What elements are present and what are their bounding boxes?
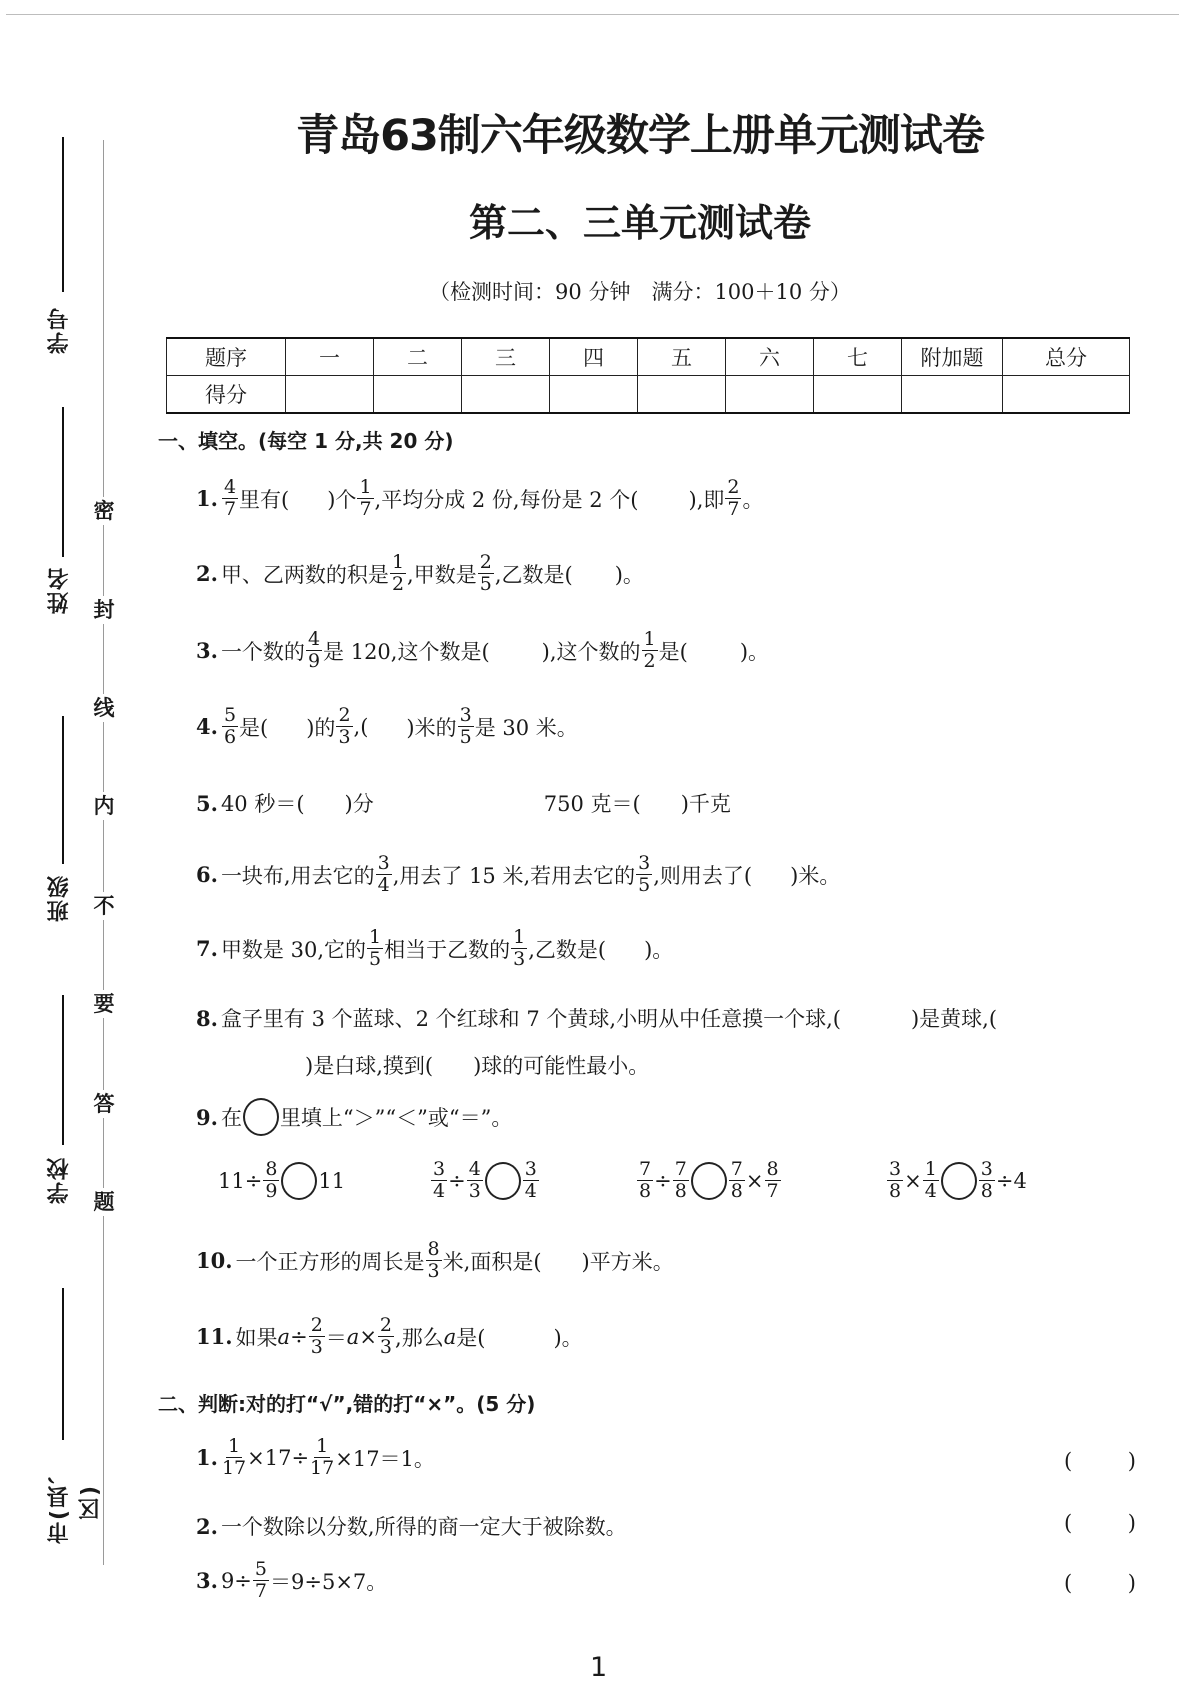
fraction: $\frac{2}{3}$ <box>338 704 351 748</box>
compare-item-3: $\frac{7}{8}$ ÷ $\frac{7}{8}$ $\frac{7}{8}$ × $\frac{8}{7}$ <box>639 1158 779 1202</box>
fraction: $\frac{1}{5}$ <box>369 926 382 970</box>
seal-char: 封 <box>90 596 118 624</box>
score-cell[interactable] <box>638 376 726 414</box>
question-number: 2. <box>196 561 218 586</box>
compare-circle[interactable] <box>691 1162 727 1200</box>
header-cell: 六 <box>726 338 814 376</box>
question-1-5: 5. 40 秒＝( )分 750 克＝( )千克 <box>196 790 731 816</box>
score-cell[interactable] <box>286 376 374 414</box>
fraction: $\frac{3}{4}$ <box>433 1158 446 1202</box>
question-2-3: 3. 9÷ $\frac{5}{7}$ ＝9÷5×7。 <box>196 1558 388 1602</box>
score-cell[interactable] <box>550 376 638 414</box>
header-cell: 三 <box>462 338 550 376</box>
fraction: $\frac{7}{8}$ <box>674 1158 687 1202</box>
question-1-8: 8. 盒子里有 3 个蓝球、2 个红球和 7 个黄球,小明从中任意摸一个球,( )是黄球,( <box>196 1005 998 1031</box>
fraction: $\frac{1}{2}$ <box>391 551 405 595</box>
score-table-header-row <box>167 338 1130 376</box>
fraction: $\frac{4}{3}$ <box>468 1158 481 1202</box>
question-2-2: 2. 一个数除以分数,所得的商一定大于被除数。 <box>196 1513 627 1539</box>
compare-circle[interactable] <box>485 1162 521 1200</box>
header-cell: 总分 <box>1003 338 1130 376</box>
section-2-heading: 二、判断:对的打“√”,错的打“×”。(5 分) <box>158 1392 536 1416</box>
score-table-score-row <box>167 376 1130 414</box>
header-cell: 七 <box>814 338 902 376</box>
compare-circle[interactable] <box>281 1162 317 1200</box>
header-cell: 附加题 <box>902 338 1003 376</box>
header-cell: 二 <box>374 338 462 376</box>
fraction: $\frac{4}{9}$ <box>307 628 321 672</box>
question-number: 3. <box>196 638 218 663</box>
compare-circle[interactable] <box>941 1162 977 1200</box>
header-cell: 题序 <box>167 338 286 376</box>
header-cell: 五 <box>638 338 726 376</box>
student-id-label: 学号 <box>47 306 72 354</box>
question-1-11: 11. 如果 a ÷ $\frac{2}{3}$ ＝ a × $\frac{2}{3}$ ,那么 a 是( )。 <box>196 1314 583 1358</box>
question-number: 4. <box>196 714 218 739</box>
seal-char: 内 <box>90 792 118 820</box>
fraction: $\frac{1}{7}$ <box>359 476 372 520</box>
question-1-1: 1. $\frac{4}{7}$ 里有( )个 $\frac{1}{7}$ ,平均分成 2 份,每份是 2 个( ),即 $\frac{2}{7}$ 。 <box>196 476 764 520</box>
circle-icon <box>243 1098 279 1136</box>
seal-char: 题 <box>90 1188 118 1216</box>
fraction: $\frac{1}{17}$ <box>221 1435 247 1479</box>
question-number: 1. <box>196 486 218 511</box>
score-table <box>166 337 1130 414</box>
question-1-4: 4. $\frac{5}{6}$ 是( )的 $\frac{2}{3}$ ,( )米的 $\frac{3}{5}$ 是 30 米。 <box>196 704 578 748</box>
judge-answer-box[interactable]: ( ) <box>1064 1571 1136 1595</box>
question-1-9: 9. 在 里填上“＞”“＜”或“＝”。 <box>196 1098 512 1136</box>
fraction: $\frac{8}{9}$ <box>265 1158 278 1202</box>
question-number: 7. <box>196 936 218 961</box>
question-1-10: 10. 一个正方形的周长是 $\frac{8}{3}$ 米,面积是( )平方米。 <box>196 1238 674 1282</box>
question-1-2: 2. 甲、乙两数的积是 $\frac{1}{2}$ ,甲数是 $\frac{2}{5}$ ,乙数是( )。 <box>196 551 644 595</box>
question-number: 2. <box>196 1513 218 1539</box>
school-label: 学校 <box>47 1156 72 1204</box>
judge-answer-box[interactable]: ( ) <box>1064 1511 1136 1535</box>
question-1-8-line2: )是白球,摸到( )球的可能性最小。 <box>305 1054 650 1078</box>
fraction: $\frac{3}{4}$ <box>377 852 390 896</box>
header-cell: 一 <box>286 338 374 376</box>
question-number: 5. <box>196 790 218 816</box>
page-title: 青岛63制六年级数学上册单元测试卷 <box>296 111 984 161</box>
question-number: 11. <box>196 1324 233 1349</box>
class-label: 班级 <box>47 874 72 922</box>
seal-char: 密 <box>90 497 118 525</box>
question-number: 9. <box>196 1104 218 1130</box>
seal-char: 答 <box>90 1090 118 1118</box>
fraction: $\frac{4}{7}$ <box>223 476 237 520</box>
name-label: 姓名 <box>47 566 72 614</box>
fraction: $\frac{1}{4}$ <box>924 1158 937 1202</box>
section-1-heading: 一、填空。(每空 1 分,共 20 分) <box>158 429 454 453</box>
seal-char: 要 <box>90 990 118 1018</box>
fraction: $\frac{1}{2}$ <box>643 628 656 672</box>
score-cell[interactable] <box>1003 376 1130 414</box>
fraction: $\frac{7}{8}$ <box>730 1158 743 1202</box>
fraction: $\frac{1}{17}$ <box>310 1435 335 1479</box>
header-cell: 四 <box>550 338 638 376</box>
fraction: $\frac{3}{5}$ <box>459 704 472 748</box>
score-cell[interactable] <box>374 376 462 414</box>
name-line <box>62 407 64 557</box>
exam-meta: （检测时间：90 分钟 满分：100＋10 分） <box>429 280 851 304</box>
judge-answer-box[interactable]: ( ) <box>1064 1449 1136 1473</box>
row-label: 得分 <box>167 376 286 414</box>
fraction: $\frac{5}{7}$ <box>254 1558 267 1602</box>
question-number: 3. <box>196 1568 218 1593</box>
compare-item-4: $\frac{3}{8}$ × $\frac{1}{4}$ $\frac{3}{8}$ ÷4 <box>889 1158 1027 1202</box>
district-line <box>62 1288 64 1440</box>
class-line <box>62 716 64 864</box>
fraction: $\frac{3}{8}$ <box>980 1158 993 1202</box>
fraction: $\frac{2}{3}$ <box>310 1314 323 1358</box>
fraction: $\frac{8}{7}$ <box>766 1158 779 1202</box>
question-2-1: 1. $\frac{1}{17}$ ×17÷ $\frac{1}{17}$ ×17＝1。 <box>196 1435 435 1479</box>
question-number: 10. <box>196 1248 233 1273</box>
question-number: 1. <box>196 1445 218 1470</box>
compare-item-2: $\frac{3}{4}$ ÷ $\frac{4}{3}$ $\frac{3}{4}$ <box>433 1158 537 1202</box>
score-cell[interactable] <box>462 376 550 414</box>
fraction: $\frac{3}{8}$ <box>889 1158 902 1202</box>
fraction: $\frac{2}{7}$ <box>727 476 740 520</box>
fraction: $\frac{3}{5}$ <box>638 852 651 896</box>
binding-dashed-line <box>103 140 104 1565</box>
page-subtitle: 第二、三单元测试卷 <box>468 200 811 245</box>
page-number: 1 <box>590 1652 608 1683</box>
fraction: $\frac{3}{4}$ <box>524 1158 537 1202</box>
fraction: $\frac{2}{5}$ <box>479 551 492 595</box>
question-1-6: 6. 一块布,用去它的 $\frac{3}{4}$ ,用去了 15 米,若用去它的 $\frac{3}{5}$ ,则用去了( )米。 <box>196 852 841 896</box>
score-cell[interactable] <box>726 376 814 414</box>
score-cell[interactable] <box>814 376 902 414</box>
seal-char: 不 <box>90 892 118 920</box>
top-rule <box>6 14 1179 15</box>
compare-item-1: 11÷ $\frac{8}{9}$ 11 <box>218 1158 346 1202</box>
question-number: 8. <box>196 1005 218 1031</box>
seal-char: 线 <box>90 694 118 722</box>
fraction: $\frac{5}{6}$ <box>223 704 237 748</box>
score-cell[interactable] <box>902 376 1003 414</box>
question-1-7: 7. 甲数是 30,它的 $\frac{1}{5}$ 相当于乙数的 $\frac{1}{3}$ ,乙数是( )。 <box>196 926 674 970</box>
question-1-3: 3. 一个数的 $\frac{4}{9}$ 是 120,这个数是( ),这个数的 $\frac{1}{2}$ 是( )。 <box>196 628 770 672</box>
fraction: $\frac{8}{3}$ <box>427 1238 440 1282</box>
school-line <box>62 995 64 1145</box>
fraction: $\frac{7}{8}$ <box>639 1158 652 1202</box>
fraction: $\frac{2}{3}$ <box>379 1314 393 1358</box>
fraction: $\frac{1}{3}$ <box>513 926 526 970</box>
question-number: 6. <box>196 862 218 887</box>
district-label: 市(县、区) <box>47 1459 103 1545</box>
